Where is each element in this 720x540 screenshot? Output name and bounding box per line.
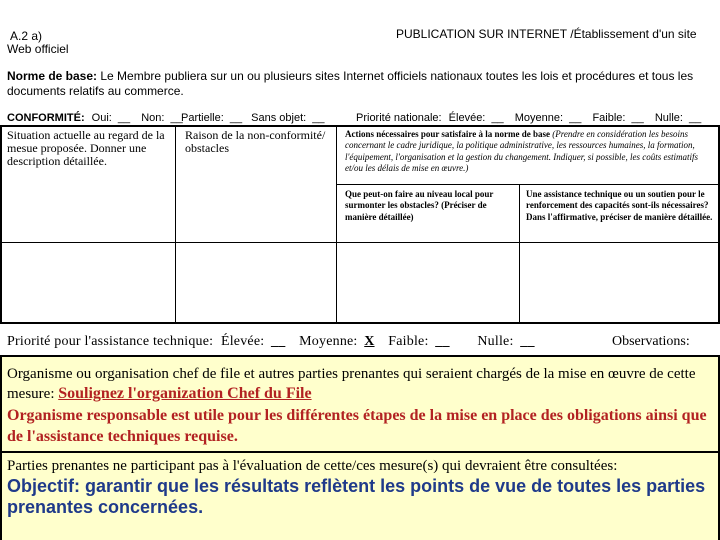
rule-1 — [0, 355, 720, 357]
actions-header — [345, 129, 715, 175]
norme-text: Le Membre publiera sur un ou plusieurs sites Internet officiels nationaux toutes les lois et procédures et tous les documents relatifs au commerce. — [7, 69, 694, 98]
priorite-nationale-label: Priorité nationale: — [356, 112, 442, 124]
pa-label: Priorité pour l'assistance technique: — [7, 334, 214, 349]
conformite-row — [7, 112, 183, 124]
pn-moyenne-blank: __ — [569, 112, 582, 124]
pa-nulle-label: Nulle: — [477, 334, 514, 349]
col-divider-2 — [336, 125, 337, 323]
col-divider-1 — [175, 125, 176, 323]
pn-nulle-label: Nulle: — [654, 112, 683, 124]
norme-de-base — [7, 69, 713, 99]
bottom-left-rule — [0, 356, 2, 540]
pn-nulle-blank: __ — [689, 112, 702, 124]
publication-title: PUBLICATION SUR INTERNET /Établissement d'un site — [396, 27, 697, 41]
sans-objet-label: Sans objet: — [251, 112, 307, 124]
organisme-responsable: Organisme responsable est utile pour les différentes étapes de la mise en place des obligations ainsi que de l'assistance techniques requise. — [7, 407, 707, 445]
actions-italic: (Prendre en considération les besoins concernant le cadre juridique, la politique administrative, les ressources humaines, la formation, l'équipement, l'organisation et la gestion du changement. Indiquer, si possible, les coûts estimatifs et/ou les délais de mise en œuvre.) — [345, 129, 698, 174]
parties-intro: Parties prenantes ne participant pas à l'évaluation de cette/ces mesure(s) qui devraient être consultées: — [7, 458, 618, 474]
pa-elevee-value: __ — [271, 334, 286, 349]
partielle-label: Partielle: — [181, 112, 224, 124]
col-divider-3 — [519, 185, 520, 323]
pn-moyenne-label: Moyenne: — [514, 112, 564, 124]
pa-nulle-value: __ — [520, 334, 535, 349]
non-blank: __ — [170, 112, 183, 124]
section-number: A.2 a) — [10, 29, 43, 43]
table-left-rule — [0, 125, 2, 324]
pa-elevee-label: Élevée: — [220, 334, 265, 349]
table-top-rule — [0, 125, 720, 127]
raison-header: Raison de la non-conformité/ obstacles — [185, 128, 326, 155]
oui-label: Oui: — [91, 112, 112, 124]
non-label: Non: — [141, 112, 165, 124]
pn-faible-label: Faible: — [592, 112, 626, 124]
pa-faible-value: __ — [435, 334, 450, 349]
table-bottom-rule — [0, 322, 720, 324]
partielle-blank: __ — [229, 112, 243, 124]
pa-moyenne-label: Moyenne: — [299, 334, 358, 349]
sans-objet-blank: __ — [312, 112, 325, 124]
rule-2 — [0, 451, 720, 453]
pn-faible-blank: __ — [631, 112, 644, 124]
pa-moyenne-value: X — [364, 334, 375, 349]
organisme-block — [7, 364, 715, 404]
actions-divider — [337, 184, 719, 185]
norme-label: Norme de base: — [7, 69, 98, 83]
row-divider — [0, 242, 720, 243]
conformite-label: CONFORMITÉ: — [7, 112, 85, 124]
organisme-highlight: Soulignez l'organization Chef du File — [58, 385, 312, 402]
pa-faible-label: Faible: — [388, 334, 429, 349]
pn-elevee-blank: __ — [491, 112, 504, 124]
pn-elevee-label: Élevée: — [448, 112, 486, 124]
situation-header: Situation actuelle au regard de la mesue proposée. Donner une description détaillée. — [7, 128, 165, 168]
niveau-local-header: Que peut-on faire au niveau local pour surmonter les obstacles? (Préciser de manière détaillée) — [345, 189, 494, 222]
observations-label: Observations: — [612, 334, 690, 349]
actions-bold: Actions nécessaires pour satisfaire à la norme de base — [345, 129, 550, 139]
oui-blank: __ — [117, 112, 131, 124]
parties-objectif: Objectif: garantir que les résultats reflètent les points de vue de toutes les parties prenantes concernées. — [7, 476, 706, 517]
priorite-nationale-row — [356, 112, 701, 124]
partielle-row — [181, 112, 325, 124]
priorite-assistance-row — [7, 334, 535, 350]
assistance-header: Une assistance technique ou un soutien pour le renforcement des capacités sont-ils nécessaires? Dans l'affirmative, préciser de manière détaillée. — [526, 189, 713, 222]
section-title: Web officiel — [7, 42, 69, 56]
organisme-intro: Organisme ou organisation chef de file et autres parties prenantes qui seraient chargés de la mise en œuvre de cette mesure: — [7, 366, 696, 402]
